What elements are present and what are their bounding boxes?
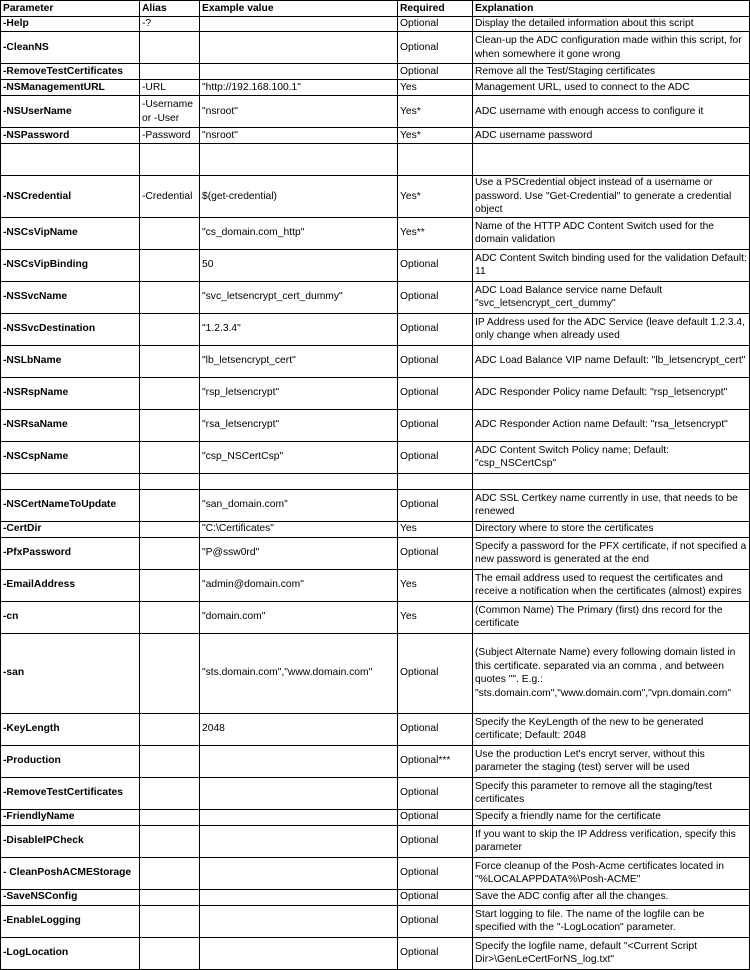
table-row <box>1 313 750 345</box>
table-row <box>1 713 750 745</box>
table-row <box>1 345 750 377</box>
header-alias: Alias <box>140 1 200 17</box>
cell-parameter: -NSLbName <box>1 345 140 377</box>
cell-parameter <box>1 473 140 489</box>
cell-alias <box>140 825 200 857</box>
cell-example-value <box>200 857 398 889</box>
cell-required: Yes <box>398 569 473 601</box>
cell-alias <box>140 569 200 601</box>
table-row <box>1 17 750 32</box>
cell-parameter: -DisableIPCheck <box>1 825 140 857</box>
header-required: Required <box>398 1 473 17</box>
cell-explanation: Specify this parameter to remove all the staging/test certificates <box>473 777 750 809</box>
table-row <box>1 569 750 601</box>
cell-parameter: -RemoveTestCertificates <box>1 64 140 80</box>
cell-parameter: -CleanNS <box>1 32 140 64</box>
cell-required <box>398 473 473 489</box>
cell-explanation: Use the production Let's encryt server, without this parameter the staging (test) server will be used <box>473 745 750 777</box>
cell-example-value: "cs_domain.com_http" <box>200 217 398 249</box>
cell-alias <box>140 217 200 249</box>
table-row <box>1 128 750 144</box>
table-row <box>1 601 750 633</box>
table-row <box>1 441 750 473</box>
cell-parameter: -EmailAddress <box>1 569 140 601</box>
cell-alias <box>140 473 200 489</box>
cell-parameter: -san <box>1 633 140 713</box>
table-row <box>1 825 750 857</box>
cell-example-value: "http://192.168.100.1" <box>200 80 398 96</box>
cell-example-value <box>200 905 398 937</box>
cell-example-value: "1.2.3.4" <box>200 313 398 345</box>
cell-alias <box>140 249 200 281</box>
cell-example-value <box>200 32 398 64</box>
cell-explanation: ADC Responder Action name Default: "rsa_letsencrypt" <box>473 409 750 441</box>
cell-alias <box>140 377 200 409</box>
table-body <box>1 17 750 970</box>
cell-explanation: ADC username with enough access to configure it <box>473 96 750 128</box>
header-explanation: Explanation <box>473 1 750 17</box>
cell-required: Optional <box>398 409 473 441</box>
table-row <box>1 176 750 218</box>
cell-example-value: "san_domain.com" <box>200 489 398 521</box>
cell-example-value <box>200 745 398 777</box>
cell-explanation: Remove all the Test/Staging certificates <box>473 64 750 80</box>
cell-required: Optional <box>398 17 473 32</box>
header-parameter: Parameter <box>1 1 140 17</box>
cell-explanation: Save the ADC config after all the changes. <box>473 889 750 905</box>
cell-explanation: (Common Name) The Primary (first) dns record for the certificate <box>473 601 750 633</box>
cell-required: Optional <box>398 64 473 80</box>
table-row <box>1 745 750 777</box>
cell-parameter: -NSRspName <box>1 377 140 409</box>
cell-parameter: -EnableLogging <box>1 905 140 937</box>
cell-alias <box>140 713 200 745</box>
cell-example-value: "P@ssw0rd" <box>200 537 398 569</box>
cell-required: Yes* <box>398 96 473 128</box>
cell-explanation: ADC SSL Certkey name currently in use, that needs to be renewed <box>473 489 750 521</box>
table-row <box>1 249 750 281</box>
cell-parameter: -RemoveTestCertificates <box>1 777 140 809</box>
cell-required: Optional <box>398 313 473 345</box>
cell-explanation: Clean-up the ADC configuration made within this script, for when somewhere it gone wrong <box>473 32 750 64</box>
cell-parameter: -NSRsaName <box>1 409 140 441</box>
cell-example-value: "rsp_letsencrypt" <box>200 377 398 409</box>
cell-required: Yes <box>398 521 473 537</box>
table-row <box>1 489 750 521</box>
table-row <box>1 937 750 969</box>
cell-explanation: Specify the logfile name, default "<Current Script Dir>\GenLeCertForNS_log.txt" <box>473 937 750 969</box>
table-row <box>1 537 750 569</box>
cell-example-value: "C:\Certificates" <box>200 521 398 537</box>
cell-parameter: -CertDir <box>1 521 140 537</box>
cell-explanation: If you want to skip the IP Address verification, specify this parameter <box>473 825 750 857</box>
table-row <box>1 905 750 937</box>
cell-parameter: -SaveNSConfig <box>1 889 140 905</box>
cell-example-value: 50 <box>200 249 398 281</box>
cell-explanation: ADC Content Switch binding used for the validation Default: 11 <box>473 249 750 281</box>
cell-alias <box>140 537 200 569</box>
cell-alias: -Credential <box>140 176 200 218</box>
cell-parameter: -Production <box>1 745 140 777</box>
cell-parameter: -NSCertNameToUpdate <box>1 489 140 521</box>
cell-parameter: -NSSvcName <box>1 281 140 313</box>
cell-parameter: -NSUserName <box>1 96 140 128</box>
cell-required: Optional <box>398 937 473 969</box>
table-row <box>1 777 750 809</box>
cell-example-value <box>200 144 398 176</box>
cell-alias: -URL <box>140 80 200 96</box>
cell-required: Optional <box>398 489 473 521</box>
table-row <box>1 809 750 825</box>
cell-parameter: -NSManagementURL <box>1 80 140 96</box>
cell-explanation: Directory where to store the certificates <box>473 521 750 537</box>
cell-parameter: -NSPassword <box>1 128 140 144</box>
cell-alias <box>140 281 200 313</box>
cell-explanation: Specify a password for the PFX certificate, if not specified a new password is generated at the end <box>473 537 750 569</box>
cell-example-value: "csp_NSCertCsp" <box>200 441 398 473</box>
cell-example-value: "nsroot" <box>200 128 398 144</box>
table-row <box>1 377 750 409</box>
cell-example-value: "domain.com" <box>200 601 398 633</box>
cell-explanation: Start logging to file. The name of the logfile can be specified with the "-LogLocation" parameter. <box>473 905 750 937</box>
cell-explanation: Force cleanup of the Posh-Acme certificates located in "%LOCALAPPDATA%\Posh-ACME" <box>473 857 750 889</box>
cell-example-value: 2048 <box>200 713 398 745</box>
cell-explanation: ADC username password <box>473 128 750 144</box>
cell-explanation: Specify a friendly name for the certificate <box>473 809 750 825</box>
cell-example-value <box>200 17 398 32</box>
cell-alias <box>140 64 200 80</box>
cell-example-value <box>200 64 398 80</box>
cell-alias <box>140 489 200 521</box>
cell-example-value <box>200 777 398 809</box>
cell-alias <box>140 937 200 969</box>
cell-required: Yes** <box>398 217 473 249</box>
cell-alias <box>140 521 200 537</box>
cell-alias <box>140 144 200 176</box>
cell-explanation: Management URL, used to connect to the ADC <box>473 80 750 96</box>
cell-required: Yes* <box>398 176 473 218</box>
cell-required: Optional <box>398 713 473 745</box>
table-row <box>1 32 750 64</box>
table-row <box>1 521 750 537</box>
table-row <box>1 633 750 713</box>
cell-required <box>398 144 473 176</box>
cell-explanation: ADC Load Balance service name Default "svc_letsencrypt_cert_dummy" <box>473 281 750 313</box>
cell-example-value: "sts.domain.com","www.domain.com" <box>200 633 398 713</box>
table-row <box>1 96 750 128</box>
cell-alias <box>140 633 200 713</box>
cell-required: Yes <box>398 601 473 633</box>
cell-alias <box>140 409 200 441</box>
cell-example-value <box>200 473 398 489</box>
cell-alias <box>140 905 200 937</box>
cell-parameter: -KeyLength <box>1 713 140 745</box>
cell-example-value: "svc_letsencrypt_cert_dummy" <box>200 281 398 313</box>
cell-required: Optional <box>398 905 473 937</box>
cell-required: Optional <box>398 32 473 64</box>
cell-explanation: Use a PSCredential object instead of a username or password. Use "Get-Credential" to generate a credential object <box>473 176 750 218</box>
cell-explanation: Display the detailed information about this script <box>473 17 750 32</box>
cell-explanation: IP Address used for the ADC Service (leave default 1.2.3.4, only change when already used <box>473 313 750 345</box>
table-row <box>1 889 750 905</box>
cell-parameter: -cn <box>1 601 140 633</box>
cell-alias <box>140 777 200 809</box>
cell-parameter: -LogLocation <box>1 937 140 969</box>
cell-required: Optional <box>398 889 473 905</box>
cell-alias <box>140 809 200 825</box>
cell-example-value <box>200 825 398 857</box>
cell-parameter: -NSCsVipName <box>1 217 140 249</box>
cell-required: Optional <box>398 441 473 473</box>
cell-alias <box>140 345 200 377</box>
cell-required: Optional <box>398 633 473 713</box>
cell-required: Optional*** <box>398 745 473 777</box>
cell-parameter: - CleanPoshACMEStorage <box>1 857 140 889</box>
table-row <box>1 144 750 176</box>
cell-parameter: -NSCsVipBinding <box>1 249 140 281</box>
table-row <box>1 473 750 489</box>
cell-alias: -Password <box>140 128 200 144</box>
cell-alias <box>140 889 200 905</box>
cell-explanation: The email address used to request the certificates and receive a notification when the certificates (almost) expires <box>473 569 750 601</box>
cell-alias: -Username or -User <box>140 96 200 128</box>
cell-example-value: "rsa_letsencrypt" <box>200 409 398 441</box>
cell-alias: -? <box>140 17 200 32</box>
cell-required: Optional <box>398 281 473 313</box>
cell-alias <box>140 441 200 473</box>
cell-parameter: -NSSvcDestination <box>1 313 140 345</box>
cell-alias <box>140 601 200 633</box>
table-row <box>1 409 750 441</box>
cell-required: Optional <box>398 345 473 377</box>
cell-example-value <box>200 889 398 905</box>
cell-required: Optional <box>398 777 473 809</box>
cell-parameter: -NSCredential <box>1 176 140 218</box>
table-row <box>1 857 750 889</box>
cell-parameter: -NSCspName <box>1 441 140 473</box>
cell-parameter: -FriendlyName <box>1 809 140 825</box>
cell-parameter: -Help <box>1 17 140 32</box>
cell-required: Yes* <box>398 128 473 144</box>
cell-explanation: Name of the HTTP ADC Content Switch used for the domain validation <box>473 217 750 249</box>
table-header-row <box>1 1 750 17</box>
cell-required: Optional <box>398 377 473 409</box>
cell-example-value <box>200 809 398 825</box>
table-row <box>1 217 750 249</box>
cell-required: Optional <box>398 249 473 281</box>
cell-example-value: $(get-credential) <box>200 176 398 218</box>
header-example-value: Example value <box>200 1 398 17</box>
cell-explanation: ADC Content Switch Policy name; Default: "csp_NSCertCsp" <box>473 441 750 473</box>
cell-alias <box>140 745 200 777</box>
cell-required: Optional <box>398 537 473 569</box>
cell-alias <box>140 313 200 345</box>
cell-parameter: -PfxPassword <box>1 537 140 569</box>
cell-required: Optional <box>398 825 473 857</box>
cell-explanation: Specify the KeyLength of the new to be generated certificate; Default: 2048 <box>473 713 750 745</box>
cell-explanation: (Subject Alternate Name) every following domain listed in this certificate. separated via an comma , and between quotes "". E.g.: "sts.domain.com","www.domain.com","vpn.domain.com" <box>473 633 750 713</box>
cell-parameter <box>1 144 140 176</box>
cell-alias <box>140 857 200 889</box>
cell-example-value: "admin@domain.com" <box>200 569 398 601</box>
table-row <box>1 281 750 313</box>
cell-required: Optional <box>398 857 473 889</box>
table-row <box>1 64 750 80</box>
cell-explanation <box>473 144 750 176</box>
cell-example-value: "nsroot" <box>200 96 398 128</box>
cell-required: Yes <box>398 80 473 96</box>
cell-required: Optional <box>398 809 473 825</box>
cell-example-value: "lb_letsencrypt_cert" <box>200 345 398 377</box>
table-row <box>1 80 750 96</box>
cell-alias <box>140 32 200 64</box>
cell-explanation <box>473 473 750 489</box>
cell-example-value <box>200 937 398 969</box>
cell-explanation: ADC Responder Policy name Default: "rsp_letsencrypt" <box>473 377 750 409</box>
cell-explanation: ADC Load Balance VIP name Default: "lb_letsencrypt_cert" <box>473 345 750 377</box>
